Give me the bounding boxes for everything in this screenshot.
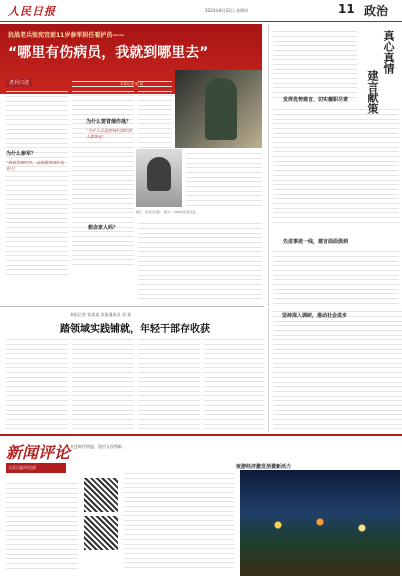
photo-caption: 图①：张宪宜近照。 图②：1949年的张宪宜。 xyxy=(136,210,199,214)
section-name: 政治 xyxy=(364,4,389,18)
newspaper-logo: 人民日报 xyxy=(8,5,56,18)
footer-text-col-2 xyxy=(124,470,234,572)
right-title-block xyxy=(360,30,400,150)
right-section-1: 发挥优势建言，切实履职尽责 xyxy=(283,97,349,103)
lead-quote-1: “我家里那时穷，以前跑进部队也有人” xyxy=(6,160,65,171)
band-divider xyxy=(0,306,264,307)
commentary-box: 人民日报评论部 xyxy=(6,463,66,473)
qr-code-icon xyxy=(84,478,118,512)
lead-tag: 老兵口述 xyxy=(6,78,32,87)
lead-byline: 本报记者 陈 园 xyxy=(120,82,144,86)
lead-text-col-3 xyxy=(138,78,172,148)
right-lower-text xyxy=(268,308,402,432)
lead-text-col-1 xyxy=(6,88,68,298)
right-vertical-title-1: 真心真情 xyxy=(382,30,395,74)
band-headline: 踏领域实践铺就，年轻干部存收获 xyxy=(60,324,210,335)
right-section-2: 先进事迹一线，建言面面俱到 xyxy=(283,239,349,245)
right-text-bottom xyxy=(273,248,399,304)
lead-text-col-5 xyxy=(138,220,262,302)
footer-text-col-1 xyxy=(6,480,78,572)
veteran-photo xyxy=(175,70,262,148)
lead-text-col-4 xyxy=(186,150,262,206)
band-text-col-3 xyxy=(138,336,200,432)
lead-quote-2: “为什么总是把我们部队的人都带走” xyxy=(86,128,133,139)
right-vertical-title-2: 建言献策 xyxy=(366,70,379,114)
right-section-3: 坚持深入调研，推动社会进步 xyxy=(282,313,348,319)
issue-date: 2024年8月22日 星期四 xyxy=(205,8,249,13)
lead-headline: “哪里有伤病员，我就到哪里去” xyxy=(8,45,209,61)
lead-subhead-2: 为什么要冒烟作战？ xyxy=(86,119,132,125)
lead-subhead-1: 为什么参军？ xyxy=(6,151,37,157)
night-market-photo xyxy=(240,470,400,576)
commentary-slogan: 关注时代所思，回应人民所盼 xyxy=(70,444,122,449)
qr-code-icon xyxy=(84,516,118,550)
lead-subhead-3: 想念家人吗？ xyxy=(88,225,119,231)
right-text-top xyxy=(273,28,357,98)
lead-kicker: 抗战老兵张宪宜前11岁参军担任看护员—— xyxy=(8,32,125,39)
historic-portrait-photo xyxy=(136,149,182,207)
lead-text-col-2 xyxy=(72,78,134,298)
band-text-col-4 xyxy=(204,336,264,432)
masthead xyxy=(0,0,402,22)
band-kicker: 本报记者 张某某 本报通讯员 刘 某 xyxy=(70,312,132,317)
band-text-col-2 xyxy=(72,336,134,432)
page-number: 11 xyxy=(338,2,355,16)
commentary-logo: 新闻评论 xyxy=(6,443,71,462)
band-text-col-1 xyxy=(6,336,68,432)
footer-photo-headline: 夜游经济激发消费新活力 xyxy=(236,464,292,470)
